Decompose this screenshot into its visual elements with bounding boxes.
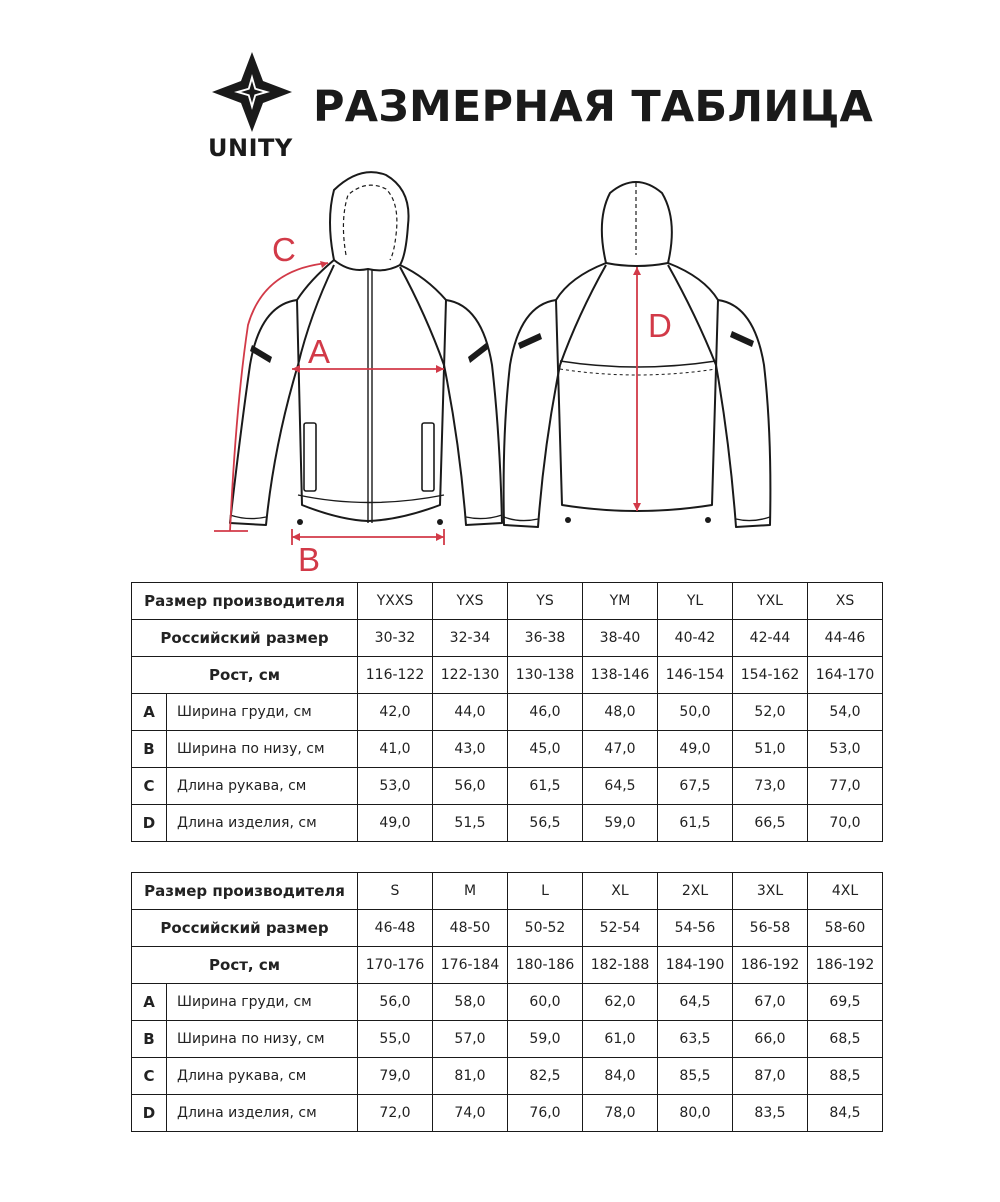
measurement-value: 66,5: [733, 805, 808, 842]
height-cell: 186-192: [733, 947, 808, 984]
measurement-value: 46,0: [508, 694, 583, 731]
measurement-value: 70,0: [808, 805, 883, 842]
measurement-label: Ширина груди, см: [167, 694, 358, 731]
height-cell: 130-138: [508, 657, 583, 694]
measurement-value: 64,5: [583, 768, 658, 805]
measurement-value: 49,0: [358, 805, 433, 842]
russian-size-cell: 36-38: [508, 620, 583, 657]
height-cell: 164-170: [808, 657, 883, 694]
measurement-value: 82,5: [508, 1058, 583, 1095]
back-left-reflective-stripe: [518, 333, 542, 349]
measurement-label: Длина рукава, см: [167, 1058, 358, 1095]
russian-size-cell: 40-42: [658, 620, 733, 657]
measurement-value: 60,0: [508, 984, 583, 1021]
front-left-reflective-stripe: [250, 345, 272, 363]
russian-size-cell: 52-54: [583, 910, 658, 947]
measurement-letter: A: [132, 984, 167, 1021]
jacket-front-drawing: [230, 172, 502, 525]
measurement-value: 83,5: [733, 1095, 808, 1132]
height-cell: 176-184: [433, 947, 508, 984]
measurement-value: 42,0: [358, 694, 433, 731]
measurement-label: Ширина груди, см: [167, 984, 358, 1021]
measurement-letter: C: [132, 1058, 167, 1095]
measurement-row-c: [132, 768, 883, 805]
measurement-letter: B: [132, 731, 167, 768]
measurement-value: 67,0: [733, 984, 808, 1021]
measurement-value: 41,0: [358, 731, 433, 768]
height-cell: 186-192: [808, 947, 883, 984]
size-table-adult: [131, 872, 883, 1132]
back-right-reflective-stripe: [730, 331, 754, 347]
russian-size-row: [132, 910, 883, 947]
measurement-value: 43,0: [433, 731, 508, 768]
measurement-value: 48,0: [583, 694, 658, 731]
height-row: [132, 657, 883, 694]
measurement-value: 88,5: [808, 1058, 883, 1095]
measurement-value: 84,5: [808, 1095, 883, 1132]
russian-size-cell: 58-60: [808, 910, 883, 947]
measurement-value: 55,0: [358, 1021, 433, 1058]
russian-size-cell: 44-46: [808, 620, 883, 657]
height-cell: 180-186: [508, 947, 583, 984]
measurement-value: 61,5: [508, 768, 583, 805]
manufacturer-size-row: [132, 873, 883, 910]
measurement-value: 58,0: [433, 984, 508, 1021]
measurement-value: 81,0: [433, 1058, 508, 1095]
measurement-value: 69,5: [808, 984, 883, 1021]
measurement-value: 51,0: [733, 731, 808, 768]
height-header: Рост, см: [132, 657, 358, 694]
size-cell: YXXS: [358, 583, 433, 620]
measurement-value: 87,0: [733, 1058, 808, 1095]
height-row: [132, 947, 883, 984]
measurement-value: 51,5: [433, 805, 508, 842]
size-table-youth: [131, 582, 883, 842]
height-cell: 184-190: [658, 947, 733, 984]
russian-size-cell: 32-34: [433, 620, 508, 657]
measurement-row-a: [132, 694, 883, 731]
measurement-value: 63,5: [658, 1021, 733, 1058]
measurement-value: 54,0: [808, 694, 883, 731]
measurement-value: 50,0: [658, 694, 733, 731]
measurement-value: 66,0: [733, 1021, 808, 1058]
russian-size-cell: 56-58: [733, 910, 808, 947]
height-cell: 138-146: [583, 657, 658, 694]
measurement-letter: C: [132, 768, 167, 805]
russian-size-cell: 38-40: [583, 620, 658, 657]
russian-size-cell: 50-52: [508, 910, 583, 947]
russian-size-cell: 54-56: [658, 910, 733, 947]
measurement-value: 79,0: [358, 1058, 433, 1095]
size-cell: M: [433, 873, 508, 910]
measurement-row-b: [132, 1021, 883, 1058]
measurement-label: Длина изделия, см: [167, 1095, 358, 1132]
measurement-value: 57,0: [433, 1021, 508, 1058]
measurement-row-b: [132, 731, 883, 768]
measurement-value: 76,0: [508, 1095, 583, 1132]
measurement-value: 56,0: [433, 768, 508, 805]
size-cell: YXS: [433, 583, 508, 620]
measurement-value: 64,5: [658, 984, 733, 1021]
measurement-value: 47,0: [583, 731, 658, 768]
measurement-letter: B: [132, 1021, 167, 1058]
measure-a-label: A: [308, 333, 331, 370]
measurement-value: 52,0: [733, 694, 808, 731]
measurement-value: 45,0: [508, 731, 583, 768]
measurement-value: 77,0: [808, 768, 883, 805]
height-cell: 154-162: [733, 657, 808, 694]
measurement-label: Длина рукава, см: [167, 768, 358, 805]
measure-c-label: C: [272, 231, 296, 268]
measurement-row-c: [132, 1058, 883, 1095]
measurement-value: 84,0: [583, 1058, 658, 1095]
measurement-value: 61,0: [583, 1021, 658, 1058]
measurement-value: 74,0: [433, 1095, 508, 1132]
measurement-value: 44,0: [433, 694, 508, 731]
measurement-letter: A: [132, 694, 167, 731]
russian-size-row: [132, 620, 883, 657]
height-cell: 170-176: [358, 947, 433, 984]
measurement-value: 78,0: [583, 1095, 658, 1132]
measurement-value: 53,0: [808, 731, 883, 768]
measure-b-label: B: [298, 541, 321, 578]
size-cell: 4XL: [808, 873, 883, 910]
measurement-row-d: [132, 1095, 883, 1132]
measurement-value: 61,5: [658, 805, 733, 842]
russian-size-cell: 46-48: [358, 910, 433, 947]
measure-d-label: D: [648, 307, 672, 344]
size-cell: YS: [508, 583, 583, 620]
measurement-value: 72,0: [358, 1095, 433, 1132]
russian-size-cell: 42-44: [733, 620, 808, 657]
brand-logo: [208, 52, 298, 162]
height-cell: 122-130: [433, 657, 508, 694]
russian-size-header: Российский размер: [132, 620, 358, 657]
height-header: Рост, см: [132, 947, 358, 984]
manufacturer-size-header: Размер производителя: [132, 873, 358, 910]
size-cell: YL: [658, 583, 733, 620]
measurement-value: 56,5: [508, 805, 583, 842]
size-cell: XL: [583, 873, 658, 910]
measurement-value: 68,5: [808, 1021, 883, 1058]
measurement-value: 59,0: [508, 1021, 583, 1058]
height-cell: 116-122: [358, 657, 433, 694]
measurement-label: Длина изделия, см: [167, 805, 358, 842]
measurement-label: Ширина по низу, см: [167, 731, 358, 768]
measurement-value: 80,0: [658, 1095, 733, 1132]
russian-size-header: Российский размер: [132, 910, 358, 947]
measurement-letter: D: [132, 805, 167, 842]
measurement-value: 59,0: [583, 805, 658, 842]
manufacturer-size-header: Размер производителя: [132, 583, 358, 620]
height-cell: 182-188: [583, 947, 658, 984]
page-title: РАЗМЕРНАЯ ТАБЛИЦА: [313, 82, 874, 132]
jacket-diagram: [200, 165, 800, 585]
russian-size-cell: 48-50: [433, 910, 508, 947]
measurement-value: 53,0: [358, 768, 433, 805]
measurement-value: 73,0: [733, 768, 808, 805]
unity-star-icon: [212, 52, 292, 132]
measurement-row-a: [132, 984, 883, 1021]
measurement-value: 62,0: [583, 984, 658, 1021]
size-cell: L: [508, 873, 583, 910]
measurement-value: 85,5: [658, 1058, 733, 1095]
front-right-reflective-stripe: [468, 343, 488, 363]
measurement-value: 56,0: [358, 984, 433, 1021]
measurement-value: 67,5: [658, 768, 733, 805]
manufacturer-size-row: [132, 583, 883, 620]
measurement-value: 49,0: [658, 731, 733, 768]
size-cell: YM: [583, 583, 658, 620]
height-cell: 146-154: [658, 657, 733, 694]
measurement-label: Ширина по низу, см: [167, 1021, 358, 1058]
russian-size-cell: 30-32: [358, 620, 433, 657]
size-cell: 3XL: [733, 873, 808, 910]
size-cell: S: [358, 873, 433, 910]
size-cell: 2XL: [658, 873, 733, 910]
size-cell: YXL: [733, 583, 808, 620]
size-cell: XS: [808, 583, 883, 620]
measurement-letter: D: [132, 1095, 167, 1132]
brand-name: UNITY: [208, 134, 293, 162]
measurement-row-d: [132, 805, 883, 842]
